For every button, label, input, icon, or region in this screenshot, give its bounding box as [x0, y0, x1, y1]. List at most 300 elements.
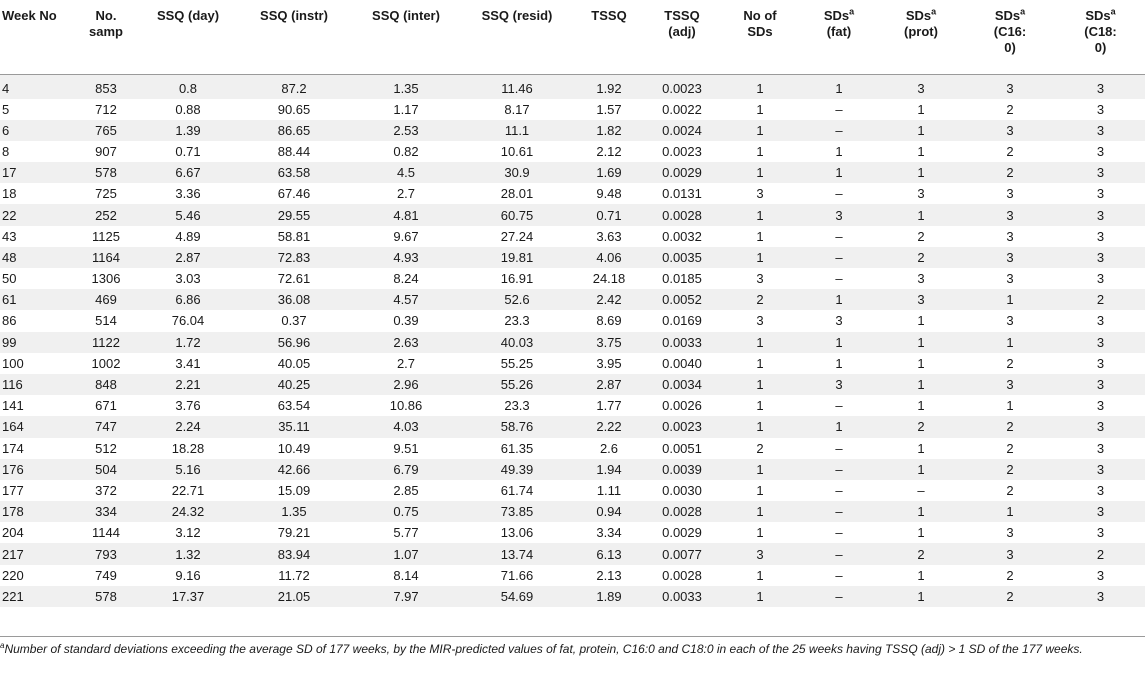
table-cell: 54.69	[460, 586, 574, 607]
table-cell: 0.75	[352, 501, 460, 522]
table-cell: 6.86	[140, 289, 236, 310]
table-cell: 67.46	[236, 183, 352, 204]
table-cell: 3	[720, 268, 800, 289]
table-cell: 2.7	[352, 183, 460, 204]
table-row	[0, 353, 1145, 374]
table-cell: 0.0052	[644, 289, 720, 310]
table-cell: 49.39	[460, 459, 574, 480]
table-cell: 2.96	[352, 374, 460, 395]
table-cell: 9.51	[352, 438, 460, 459]
table-cell: 0.0032	[644, 226, 720, 247]
table-cell: 3	[1056, 332, 1145, 353]
table-cell: 3	[1056, 522, 1145, 543]
table-row	[0, 204, 1145, 225]
table-cell: 3	[878, 289, 964, 310]
table-cell: 0.8	[140, 74, 236, 99]
table-cell: 2	[964, 99, 1056, 120]
table-cell: 578	[72, 586, 140, 607]
table-row	[0, 183, 1145, 204]
table-cell: 3.03	[140, 268, 236, 289]
table-cell: 22	[0, 204, 72, 225]
table-cell: 3.12	[140, 522, 236, 543]
table-cell: 3	[720, 310, 800, 331]
table-cell: 907	[72, 141, 140, 162]
table-cell: 13.06	[460, 522, 574, 543]
table-cell: 11.46	[460, 74, 574, 99]
table-cell: 3.34	[574, 522, 644, 543]
table-cell: 3	[720, 183, 800, 204]
table-cell: 1	[720, 204, 800, 225]
table-cell: 2.87	[574, 374, 644, 395]
table-cell: 3	[1056, 247, 1145, 268]
table-cell: –	[800, 459, 878, 480]
header-line-1: SSQ (day)	[156, 8, 220, 23]
table-cell: 2	[1056, 289, 1145, 310]
table-cell: 40.03	[460, 332, 574, 353]
table-row	[0, 74, 1145, 99]
table-cell: 3	[964, 226, 1056, 247]
header-line-2: (adj)	[668, 24, 696, 39]
table-row	[0, 480, 1145, 501]
table-cell: 0.0035	[644, 247, 720, 268]
table-cell: 0.0051	[644, 438, 720, 459]
table-cell: 0.82	[352, 141, 460, 162]
table-cell: 3	[964, 268, 1056, 289]
table-cell: 2	[964, 565, 1056, 586]
table-cell: 2	[964, 141, 1056, 162]
table-cell: 1	[720, 226, 800, 247]
table-cell: 1	[878, 586, 964, 607]
table-cell: 79.21	[236, 522, 352, 543]
table-row	[0, 374, 1145, 395]
table-cell: 2.53	[352, 120, 460, 141]
header-line-1: SSQ (resid)	[481, 8, 553, 23]
table-row	[0, 565, 1145, 586]
table-cell: 1.92	[574, 74, 644, 99]
table-cell: 2.7	[352, 353, 460, 374]
table-cell: 3.36	[140, 183, 236, 204]
header-footnote-marker: a	[1110, 6, 1116, 17]
table-cell: 23.3	[460, 310, 574, 331]
table-cell: 1	[964, 395, 1056, 416]
table-cell: 0.0034	[644, 374, 720, 395]
table-cell: 0.0029	[644, 162, 720, 183]
table-cell: 27.24	[460, 226, 574, 247]
table-cell: 100	[0, 353, 72, 374]
table-cell: 3	[1056, 99, 1145, 120]
table-cell: 3	[1056, 120, 1145, 141]
header-line-2: samp	[89, 24, 123, 39]
table-cell: 3	[1056, 353, 1145, 374]
table-cell: 469	[72, 289, 140, 310]
table-cell: 63.58	[236, 162, 352, 183]
table-cell: 1	[800, 332, 878, 353]
table-cell: 3	[800, 204, 878, 225]
header-line-2: (C18:	[1084, 24, 1117, 39]
header-line-2: SDs	[747, 24, 773, 39]
table-cell: 514	[72, 310, 140, 331]
table-cell: 22.71	[140, 480, 236, 501]
table-cell: 1	[878, 374, 964, 395]
table-cell: 9.48	[574, 183, 644, 204]
table-cell: 56.96	[236, 332, 352, 353]
table-cell: 36.08	[236, 289, 352, 310]
table-cell: 1	[878, 438, 964, 459]
table-cell: 24.18	[574, 268, 644, 289]
table-cell: 0.0029	[644, 522, 720, 543]
column-header	[964, 0, 1056, 74]
footnote-text: Number of standard deviations exceeding the average SD of 177 weeks, by the MIR-predicted values of fat, protein, C16:0 and C18:0 in each of the 25 weeks having TSSQ (adj) > 1 SD of the 177 weeks.	[4, 642, 1083, 656]
table-cell: 3	[964, 374, 1056, 395]
table-cell: 3	[1056, 183, 1145, 204]
table-cell: 1.57	[574, 99, 644, 120]
table-cell: 3	[964, 74, 1056, 99]
header-row	[0, 0, 1145, 74]
table-row	[0, 141, 1145, 162]
table-row	[0, 459, 1145, 480]
header-footnote-marker: a	[931, 6, 937, 17]
table-cell: 3	[964, 543, 1056, 564]
table-cell: 164	[0, 416, 72, 437]
table-cell: –	[800, 247, 878, 268]
table-cell: –	[800, 586, 878, 607]
table-cell: 3	[1056, 565, 1145, 586]
table-row	[0, 99, 1145, 120]
table-cell: 3	[1056, 310, 1145, 331]
table-cell: 1.72	[140, 332, 236, 353]
table-cell: 1	[878, 353, 964, 374]
table-cell: 1	[720, 332, 800, 353]
table-cell: 1122	[72, 332, 140, 353]
table-cell: 40.05	[236, 353, 352, 374]
table-cell: 6.13	[574, 543, 644, 564]
table-cell: 0.0039	[644, 459, 720, 480]
table-cell: 578	[72, 162, 140, 183]
table-cell: 0.94	[574, 501, 644, 522]
table-cell: 1	[720, 99, 800, 120]
table-cell: 50	[0, 268, 72, 289]
table-cell: 252	[72, 204, 140, 225]
table-cell: 0.37	[236, 310, 352, 331]
table-cell: 712	[72, 99, 140, 120]
table-cell: 86.65	[236, 120, 352, 141]
table-cell: 1	[964, 289, 1056, 310]
table-cell: 2	[964, 353, 1056, 374]
table-row	[0, 586, 1145, 607]
table-cell: 2	[878, 226, 964, 247]
table-cell: –	[800, 395, 878, 416]
table-cell: 10.86	[352, 395, 460, 416]
table-cell: 204	[0, 522, 72, 543]
header-line-1: SSQ (inter)	[372, 8, 440, 23]
table-cell: 35.11	[236, 416, 352, 437]
table-cell: 512	[72, 438, 140, 459]
table-cell: 0.71	[574, 204, 644, 225]
table-cell: 3	[1056, 162, 1145, 183]
table-cell: 3.75	[574, 332, 644, 353]
table-cell: 1144	[72, 522, 140, 543]
table-bottom-rule	[0, 636, 1145, 637]
table-cell: 3	[1056, 141, 1145, 162]
table-cell: 0.0023	[644, 141, 720, 162]
table-cell: 372	[72, 480, 140, 501]
table-cell: 504	[72, 459, 140, 480]
table-cell: 1	[964, 332, 1056, 353]
table-cell: 1	[800, 74, 878, 99]
table-cell: 1.11	[574, 480, 644, 501]
table-cell: 116	[0, 374, 72, 395]
table-row	[0, 522, 1145, 543]
table-cell: 28.01	[460, 183, 574, 204]
table-cell: 2	[720, 289, 800, 310]
table-cell: 4.81	[352, 204, 460, 225]
table-cell: 1	[878, 501, 964, 522]
table-cell: 0.0022	[644, 99, 720, 120]
table-cell: 18	[0, 183, 72, 204]
table-cell: 4.93	[352, 247, 460, 268]
table-cell: 0.0028	[644, 501, 720, 522]
table-cell: 86	[0, 310, 72, 331]
table-header	[0, 0, 1145, 74]
table-cell: 1	[800, 162, 878, 183]
table-cell: 1	[878, 522, 964, 543]
header-line-1: No of	[743, 8, 777, 23]
table-cell: 3	[1056, 268, 1145, 289]
table-cell: 61	[0, 289, 72, 310]
table-cell: 48	[0, 247, 72, 268]
table-cell: 1	[720, 416, 800, 437]
header-line-1: SDs	[905, 8, 932, 23]
table-cell: 0.0185	[644, 268, 720, 289]
table-cell: –	[800, 480, 878, 501]
table-cell: 3	[878, 74, 964, 99]
table-cell: 0.0030	[644, 480, 720, 501]
table-cell: 0.0028	[644, 204, 720, 225]
table-cell: 4.89	[140, 226, 236, 247]
header-line-3: 0)	[1004, 40, 1016, 55]
table-cell: 3	[800, 310, 878, 331]
table-row	[0, 332, 1145, 353]
table-cell: 1125	[72, 226, 140, 247]
table-cell: 2	[964, 480, 1056, 501]
table-cell: 72.61	[236, 268, 352, 289]
table-cell: 61.74	[460, 480, 574, 501]
table-cell: 1.69	[574, 162, 644, 183]
table-cell: 0.0169	[644, 310, 720, 331]
table-cell: 61.35	[460, 438, 574, 459]
table-cell: 217	[0, 543, 72, 564]
table-cell: 60.75	[460, 204, 574, 225]
column-header	[720, 0, 800, 74]
table-cell: 3	[1056, 586, 1145, 607]
table-cell: 1	[878, 204, 964, 225]
table-cell: 72.83	[236, 247, 352, 268]
table-cell: –	[800, 543, 878, 564]
table-cell: 1	[720, 459, 800, 480]
table-cell: 1	[878, 565, 964, 586]
table-cell: 29.55	[236, 204, 352, 225]
table-cell: 43	[0, 226, 72, 247]
table-cell: 1.35	[352, 74, 460, 99]
table-row	[0, 543, 1145, 564]
table-cell: 3	[1056, 438, 1145, 459]
table-cell: 0.0033	[644, 586, 720, 607]
column-header	[72, 0, 140, 74]
table-cell: 2	[964, 586, 1056, 607]
table-cell: 221	[0, 586, 72, 607]
table-cell: 2.12	[574, 141, 644, 162]
table-cell: 1.32	[140, 543, 236, 564]
table-cell: 5.77	[352, 522, 460, 543]
table-cell: 2.63	[352, 332, 460, 353]
table-cell: 15.09	[236, 480, 352, 501]
table-cell: 1	[800, 416, 878, 437]
table-cell: 1	[800, 353, 878, 374]
table-cell: 6.79	[352, 459, 460, 480]
table-cell: 1	[720, 162, 800, 183]
table-cell: 765	[72, 120, 140, 141]
table-cell: 0.0024	[644, 120, 720, 141]
table-cell: 5.46	[140, 204, 236, 225]
table-row	[0, 310, 1145, 331]
table-cell: 176	[0, 459, 72, 480]
table-cell: –	[800, 522, 878, 543]
table-cell: 5	[0, 99, 72, 120]
table-cell: 2	[878, 247, 964, 268]
table-cell: 2.21	[140, 374, 236, 395]
table-cell: 671	[72, 395, 140, 416]
header-line-1: SSQ (instr)	[260, 8, 328, 23]
table-cell: 9.67	[352, 226, 460, 247]
header-line-1: No.	[95, 8, 117, 23]
table-cell: 3	[1056, 226, 1145, 247]
table-cell: 2.42	[574, 289, 644, 310]
table-cell: 1002	[72, 353, 140, 374]
table-row	[0, 162, 1145, 183]
table-cell: 0.0033	[644, 332, 720, 353]
table-cell: 0.88	[140, 99, 236, 120]
column-header	[1056, 0, 1145, 74]
column-header	[644, 0, 720, 74]
table-cell: 8	[0, 141, 72, 162]
table-cell: 6	[0, 120, 72, 141]
table-cell: 7.97	[352, 586, 460, 607]
table-cell: 747	[72, 416, 140, 437]
table-row	[0, 247, 1145, 268]
table-cell: 1	[878, 310, 964, 331]
table-cell: 71.66	[460, 565, 574, 586]
table-cell: 3	[964, 310, 1056, 331]
table-cell: 0.0131	[644, 183, 720, 204]
table-cell: 853	[72, 74, 140, 99]
header-line-1: SDs	[823, 8, 850, 23]
table-cell: 11.72	[236, 565, 352, 586]
header-footnote-marker: a	[849, 6, 855, 17]
table-cell: 0.0077	[644, 543, 720, 564]
table-cell: 1	[720, 522, 800, 543]
table-cell: 1306	[72, 268, 140, 289]
table-cell: 4.06	[574, 247, 644, 268]
table-cell: 21.05	[236, 586, 352, 607]
table-cell: 88.44	[236, 141, 352, 162]
table-body	[0, 74, 1145, 607]
table-cell: 23.3	[460, 395, 574, 416]
table-cell: 1.07	[352, 543, 460, 564]
table-cell: 1	[878, 395, 964, 416]
column-header	[0, 0, 72, 74]
table-cell: 793	[72, 543, 140, 564]
table-cell: 1	[720, 247, 800, 268]
table-cell: 1	[878, 120, 964, 141]
table-cell: 52.6	[460, 289, 574, 310]
table-cell: 220	[0, 565, 72, 586]
table-cell: –	[800, 120, 878, 141]
column-header	[574, 0, 644, 74]
table-cell: 0.71	[140, 141, 236, 162]
table-cell: 83.94	[236, 543, 352, 564]
table-cell: 63.54	[236, 395, 352, 416]
column-header	[352, 0, 460, 74]
table-cell: 178	[0, 501, 72, 522]
table-cell: 725	[72, 183, 140, 204]
table-cell: 3	[1056, 395, 1145, 416]
table-cell: 2.24	[140, 416, 236, 437]
table-cell: 6.67	[140, 162, 236, 183]
table-cell: 3	[964, 120, 1056, 141]
table-cell: 11.1	[460, 120, 574, 141]
table-cell: –	[878, 480, 964, 501]
table-cell: 2.87	[140, 247, 236, 268]
table-row	[0, 395, 1145, 416]
table-row	[0, 120, 1145, 141]
table-cell: 848	[72, 374, 140, 395]
table-cell: 99	[0, 332, 72, 353]
table-cell: 55.26	[460, 374, 574, 395]
table-cell: 5.16	[140, 459, 236, 480]
table-cell: 3	[1056, 374, 1145, 395]
table-cell: 1	[878, 162, 964, 183]
table-cell: 19.81	[460, 247, 574, 268]
table-cell: 749	[72, 565, 140, 586]
table-cell: 18.28	[140, 438, 236, 459]
header-line-2: (prot)	[904, 24, 938, 39]
footnote-marker: a	[0, 641, 5, 650]
table-cell: 0.0028	[644, 565, 720, 586]
table-cell: 141	[0, 395, 72, 416]
table-cell: 42.66	[236, 459, 352, 480]
table-row	[0, 416, 1145, 437]
table-cell: 2.22	[574, 416, 644, 437]
table-cell: 1	[720, 74, 800, 99]
table-cell: –	[800, 438, 878, 459]
table-cell: 8.69	[574, 310, 644, 331]
table-cell: 0.0026	[644, 395, 720, 416]
table-cell: 1	[878, 141, 964, 162]
table-cell: 3	[1056, 501, 1145, 522]
column-header	[236, 0, 352, 74]
table-cell: 1.39	[140, 120, 236, 141]
table-cell: 2	[964, 416, 1056, 437]
header-line-1: Week No	[2, 8, 57, 23]
table-cell: 2	[878, 416, 964, 437]
table-cell: 1164	[72, 247, 140, 268]
table-cell: 1	[720, 586, 800, 607]
table-cell: 2	[964, 459, 1056, 480]
table-cell: 58.81	[236, 226, 352, 247]
table-cell: 1	[720, 480, 800, 501]
table-row	[0, 289, 1145, 310]
table-cell: 3.41	[140, 353, 236, 374]
